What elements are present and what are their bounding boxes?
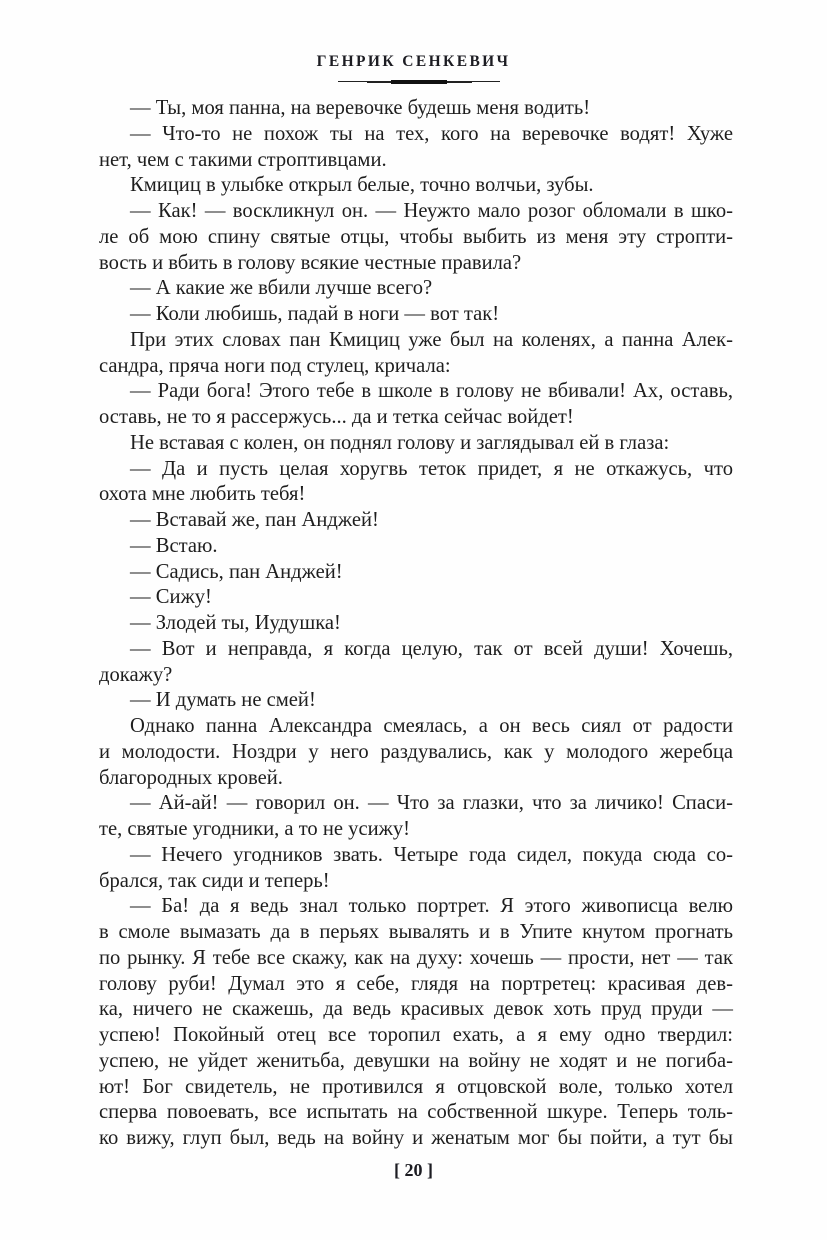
text-line: благородных кровей. [99,766,283,789]
text-line: При этих словах пан Кмициц уже был на коленях, а панна Алек- [130,328,733,351]
text-line: — Ради бога! Этого тебе в школе в голову не вбивали! Ах, оставь, [130,380,733,403]
text-line: — Вставай же, пан Анджей! [130,509,379,531]
text-line: брался, так сиди и теперь! [99,869,330,892]
page-number-label: [ 20 ] [394,1160,433,1180]
running-head-author: ГЕНРИК СЕНКЕВИЧ [316,53,511,70]
text-line: — Злодей ты, Иудушка! [130,612,341,634]
text-line: ют! Бог свидетель, не противился я отцовской воле, только хотел [99,1075,733,1098]
text-line: голову руби! Думал это я себе, глядя на портретец: красивая дев- [99,972,733,995]
text-line: — И думать не смей! [130,689,316,712]
text-line: оставь, не то я рассержусь... да и тетка сейчас войдет! [99,406,574,428]
text-line: — Садись, пан Анджей! [130,560,343,583]
text-line: сандра, пряча ноги под стулец, кричала: [99,354,451,377]
text-line: ле об мою спину святые отцы, чтобы выбить из меня эту стропти- [99,225,733,248]
text-line: — Сижу! [130,586,212,609]
text-line: — Ты, моя панна, на веревочке будешь меня водить! [130,97,591,119]
text-line: Не вставая с колен, он поднял голову и заглядывал ей в глаза: [130,431,670,454]
text-line: — Вот и неправда, я когда целую, так от всей души! Хочешь, [130,637,733,660]
text-line: нет, чем с такими строптивцами. [99,148,387,171]
text-line: успею! Покойный отец все торопил ехать, а я ему одно твердил: [99,1024,733,1046]
text-line: вость и вбить в голову всякие честные правила? [99,251,522,274]
text-line: успею, не уйдет женитьба, девушки на войну не ходят и не погиба- [99,1049,733,1072]
header-ornament-rule-center [391,80,447,84]
text-line: Кмициц в улыбке открыл белые, точно волчьи, зубы. [130,174,594,197]
text-line: по рынку. Я тебе все скажу, как на духу: хочешь — прости, нет — так [99,946,733,969]
text-line: — А какие же вбили лучше всего? [130,277,433,300]
text-line: те, святые угодники, а то не усижу! [99,818,411,840]
text-line: — Как! — воскликнул он. — Неужто мало розог обломали в шко- [130,200,733,222]
text-line: сперва повоевать, все испытать на собственной шкуре. Теперь толь- [99,1101,733,1124]
text-line: — Встаю. [130,534,218,557]
text-line: охота мне любить тебя! [99,483,306,506]
text-line: — Что-то не похож ты на тех, кого на веревочке водят! Хуже [130,122,733,145]
text-line: ко вижу, глуп был, ведь на войну и женатым мог бы пойти, а тут бы [99,1127,733,1149]
text-line: и молодости. Ноздри у него раздувались, как у молодого жеребца [99,740,733,763]
page-number [0,1160,827,1181]
text-line: — Коли любишь, падай в ноги — вот так! [130,303,500,325]
text-line: — Да и пусть целая хоругвь теток придет, я не откажусь, что [130,457,733,480]
text-line: в смоле вымазать да в перьях вывалять и в Упите кнутом прогнать [99,921,733,943]
text-line: — Ба! да я ведь знал только портрет. Я этого живописца велю [130,895,733,918]
text-line: — Ай-ай! — говорил он. — Что за глазки, что за личико! Спаси- [130,792,733,815]
text-line: Однако панна Александра смеялась, а он весь сиял от радости [130,715,733,737]
text-line: докажу? [99,663,173,686]
body-text [99,96,733,1152]
text-line: ка, ничего не скажешь, да ведь красивых девок хоть пруд пруди — [99,998,733,1021]
text-line: — Нечего угодников звать. Четыре года сидел, покуда сюда со- [130,843,733,866]
